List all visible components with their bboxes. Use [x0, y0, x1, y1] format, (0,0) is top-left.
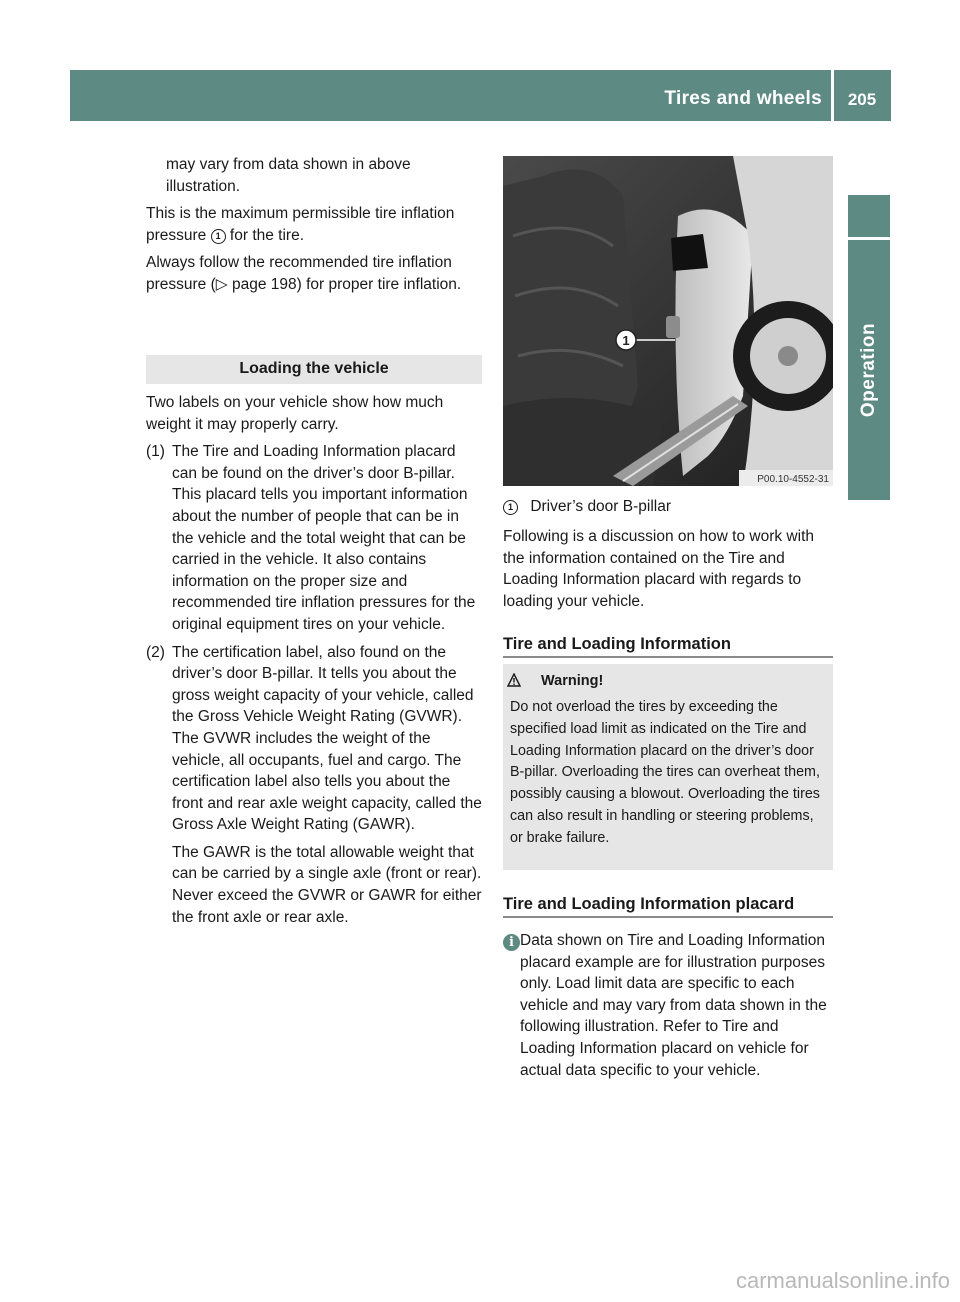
warning-text: Do not overload the tires by exceeding the specified load limit as indicated on the Tire and Loading Information placard on the driver’s door B-pillar. Overloading the tires can overheat them, possibly causing a blowout. Overloading the tires can also result in handling or steering problems, or brake failure.	[510, 699, 820, 846]
list-text: The Tire and Loading Information placard can be found on the driver’s door B-pillar. This placard tells you important information about the number of people that can be in the vehicle and the total weight that can be carried in the vehicle. It also contains information on the proper size and recommended tire inflation pressures for the original equipment tires on your vehicle.	[172, 443, 476, 633]
list-number: (1)	[146, 443, 165, 461]
photo-code: P00.10-4552-31	[757, 474, 829, 485]
car-door-illustration	[503, 156, 833, 486]
watermark: carmanualsonline.info	[735, 1268, 950, 1293]
page-reference-arrow-icon: ▷	[215, 275, 228, 293]
intro-continuation: may vary from data shown in above illustration.	[166, 156, 411, 195]
list-text-extra: The GAWR is the total allowable weight that can be carried by a single axle (front or rear). Never exceed the GVWR or GAWR for either the front axle or rear axle.	[172, 843, 482, 926]
callout-label: 1	[622, 333, 630, 348]
warning-title: Warning!	[541, 673, 604, 689]
warning-triangle-icon	[507, 673, 521, 687]
caption-text: Driver’s door B-pillar	[530, 498, 672, 515]
left-column-section	[146, 392, 482, 928]
side-tab-marker	[848, 195, 890, 237]
section-header-title: Tires and wheels	[664, 88, 822, 109]
callout-marker: 1	[211, 229, 226, 244]
heading-tire-loading-info: Tire and Loading Information	[503, 635, 731, 653]
header-divider	[831, 70, 834, 121]
section-heading: Loading the vehicle	[239, 360, 389, 377]
photo-caption	[503, 496, 833, 518]
door-latch	[666, 316, 680, 338]
discussion-paragraph: Following is a discussion on how to work with the information contained on the Tire and Loading Information placard with regards to loading your vehicle.	[503, 528, 814, 610]
side-tab-label-wrap	[850, 250, 888, 490]
info-note-text: Data shown on Tire and Loading Information placard example are for illustration purposes only. Load limit data are specific to each vehicle and may vary from data shown in the following illustration. Refer to Tire and Loading Information placard on vehicle for actual data specific to your vehicle.	[520, 932, 827, 1079]
page-number: 205	[847, 90, 877, 109]
recommended-pressure-paragraph: Always follow the recommended tire inflation pressure (▷ page 198) for proper tire inflation.	[146, 254, 462, 293]
heading-rule	[503, 656, 833, 658]
heading-placard: Tire and Loading Information placard	[503, 895, 795, 913]
page-reference-link[interactable]: page 198) for proper tire inflation.	[227, 275, 462, 293]
b-pillar-photo	[503, 156, 833, 486]
max-pressure-paragraph: This is the maximum permissible tire inflation pressure 1 for the tire.	[146, 205, 455, 244]
list-item	[146, 441, 482, 635]
placard-area	[671, 234, 708, 271]
heading-rule	[503, 916, 833, 918]
side-tab-label: Operation	[858, 322, 880, 418]
section-intro: Two labels on your vehicle show how much weight it may properly carry.	[146, 394, 444, 433]
list-text: The certification label, also found on the driver’s door B-pillar. It tells you about the gross weight capacity of your vehicle, called the Gross Vehicle Weight Rating (GVWR). The GVWR includes the weight of the vehicle, all occupants, fuel and cargo. The certification label also tells you about the front and rear axle weight capacity, called the Gross Axle Weight Rating (GAWR).	[172, 643, 482, 834]
list-number: (2)	[146, 643, 165, 661]
info-icon: i	[503, 934, 520, 951]
list-item	[146, 642, 482, 929]
left-column-top	[146, 154, 482, 302]
callout-marker: 1	[503, 500, 518, 515]
